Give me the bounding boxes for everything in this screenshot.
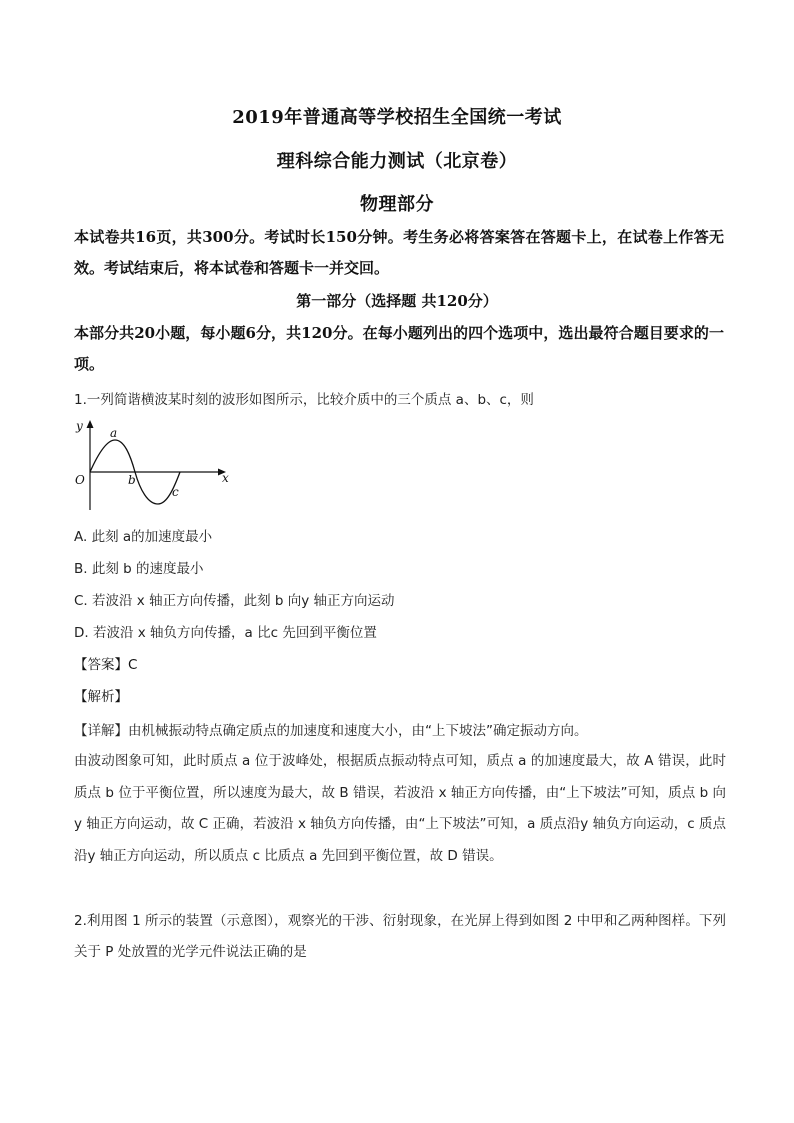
point-a-label: a [110, 426, 118, 440]
x-axis-label: x [222, 471, 229, 485]
explanation-text: 由波动图象可知，此时质点 a 位于波峰处，根据质点振动特点可知，质点 a 的加速度最大，故 A 错误，此时质点 b 位于平衡位置，所以速度为最大，故 B 错误，若波沿 x 轴正方向传播，由“上下坡法”可知，质点 b 向y 轴正方向运动，故 C 正确，若波沿 x 轴负方向传播，由“上下坡法”可知，a 质点沿y 轴负方向运动，c 质点沿y 轴正方向运动，所以质点 c 比质点 a 先回到平衡位置，故 D 错误。 [74, 753, 726, 864]
origin-label: O [75, 473, 85, 487]
section-heading: 物理部分 [360, 194, 434, 215]
y-axis-arrow [87, 420, 94, 428]
exam-title: 2019年普通高等学校招生全国统一考试 [232, 107, 562, 128]
point-c-label: c [172, 485, 179, 499]
question-1-stem: 1.一列简谐横波某时刻的波形如图所示，比较介质中的三个质点 a、b、c，则 [74, 392, 534, 408]
exam-instructions: 本试卷共16页，共300分。考试时长150分钟。考生务必将答案答在答题卡上，在试卷上作答无效。考试结束后，将本试卷和答题卡一并交回。 [74, 228, 724, 277]
point-b-label: b [128, 473, 136, 487]
part-one-description: 本部分共20小题，每小题6分，共120分。在每小题列出的四个选项中，选出最符合题目要求的一项。 [74, 324, 724, 373]
part-one-title: 第一部分（选择题 共120分） [296, 292, 498, 310]
analysis-label: 【解析】 [74, 689, 128, 705]
wave-figure [70, 418, 240, 518]
option-b: B. 此刻 b 的速度最小 [74, 561, 204, 577]
detail-text: 【详解】由机械振动特点确定质点的加速度和速度大小，由“上下坡法”确定振动方向。 [74, 723, 588, 739]
option-a: A. 此刻 a的加速度最小 [74, 529, 213, 545]
answer-label: 【答案】C [74, 657, 138, 673]
option-c: C. 若波沿 x 轴正方向传播，此刻 b 向y 轴正方向运动 [74, 593, 395, 609]
option-d: D. 若波沿 x 轴负方向传播，a 比c 先回到平衡位置 [74, 625, 377, 641]
y-axis-label: y [76, 419, 83, 433]
question-2-stem: 2.利用图 1 所示的装置（示意图），观察光的干涉、衍射现象，在光屏上得到如图 2 中甲和乙两种图样。下列关于 P 处放置的光学元件说法正确的是 [74, 913, 726, 960]
exam-subtitle: 理科综合能力测试（北京卷） [276, 151, 518, 172]
